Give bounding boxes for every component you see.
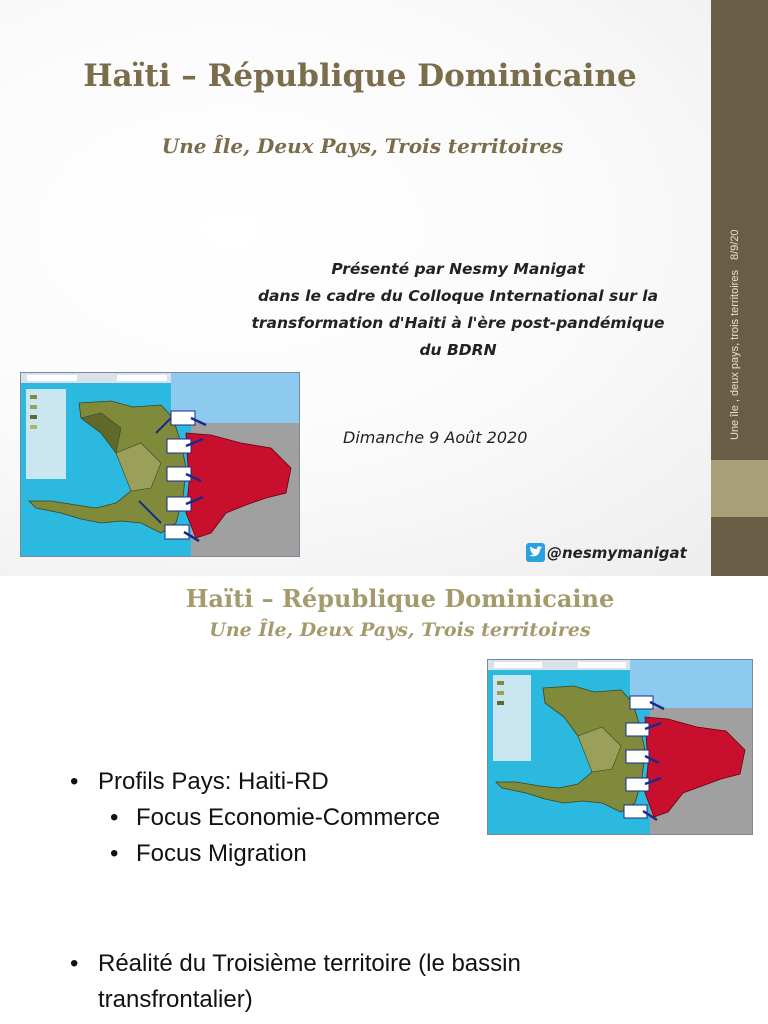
twitter-handle-text: @nesmymanigat <box>547 543 687 562</box>
footer-text: Une île , deux pays, trois territoires <box>729 270 741 440</box>
slide-title: Haïti – République Dominicaine <box>83 58 637 94</box>
sidebar-band-bottom <box>711 517 768 576</box>
island-map-image <box>20 372 300 557</box>
presenter-line: du BDRN <box>419 341 497 359</box>
bullet-item: • Profils Pays: Haiti-RD <box>70 764 440 800</box>
twitter-handle[interactable] <box>526 543 687 562</box>
slide-subtitle: Une Île, Deux Pays, Trois territoires <box>209 619 591 641</box>
slide-subtitle: Une Île, Deux Pays, Trois territoires <box>161 134 564 158</box>
sub-bullet-item: • Focus Economie-Commerce <box>70 800 440 836</box>
sub-bullet-item: • Focus Migration <box>70 836 440 872</box>
bullet-item: • Réalité du Troisième territoire (le bassin transfrontalier) <box>70 946 630 1018</box>
slide-2 <box>0 576 768 1024</box>
presenter-block <box>238 256 678 364</box>
twitter-bird-icon <box>526 543 545 562</box>
slide-footer <box>729 229 768 440</box>
event-date: Dimanche 9 Août 2020 <box>343 428 528 447</box>
footer-date: 8/9/20 <box>729 229 741 261</box>
presenter-line: Présenté par Nesmy Manigat <box>331 260 585 278</box>
bullet-list <box>70 764 440 872</box>
bullet-list <box>70 946 630 1018</box>
island-map-image <box>487 659 753 835</box>
presenter-line: transformation d'Haiti à l'ère post-pandémique <box>251 314 665 332</box>
slide-title: Haïti – République Dominicaine <box>185 584 615 613</box>
presenter-line: dans le cadre du Colloque International sur la <box>257 287 659 305</box>
sidebar-band-accent <box>711 460 768 517</box>
